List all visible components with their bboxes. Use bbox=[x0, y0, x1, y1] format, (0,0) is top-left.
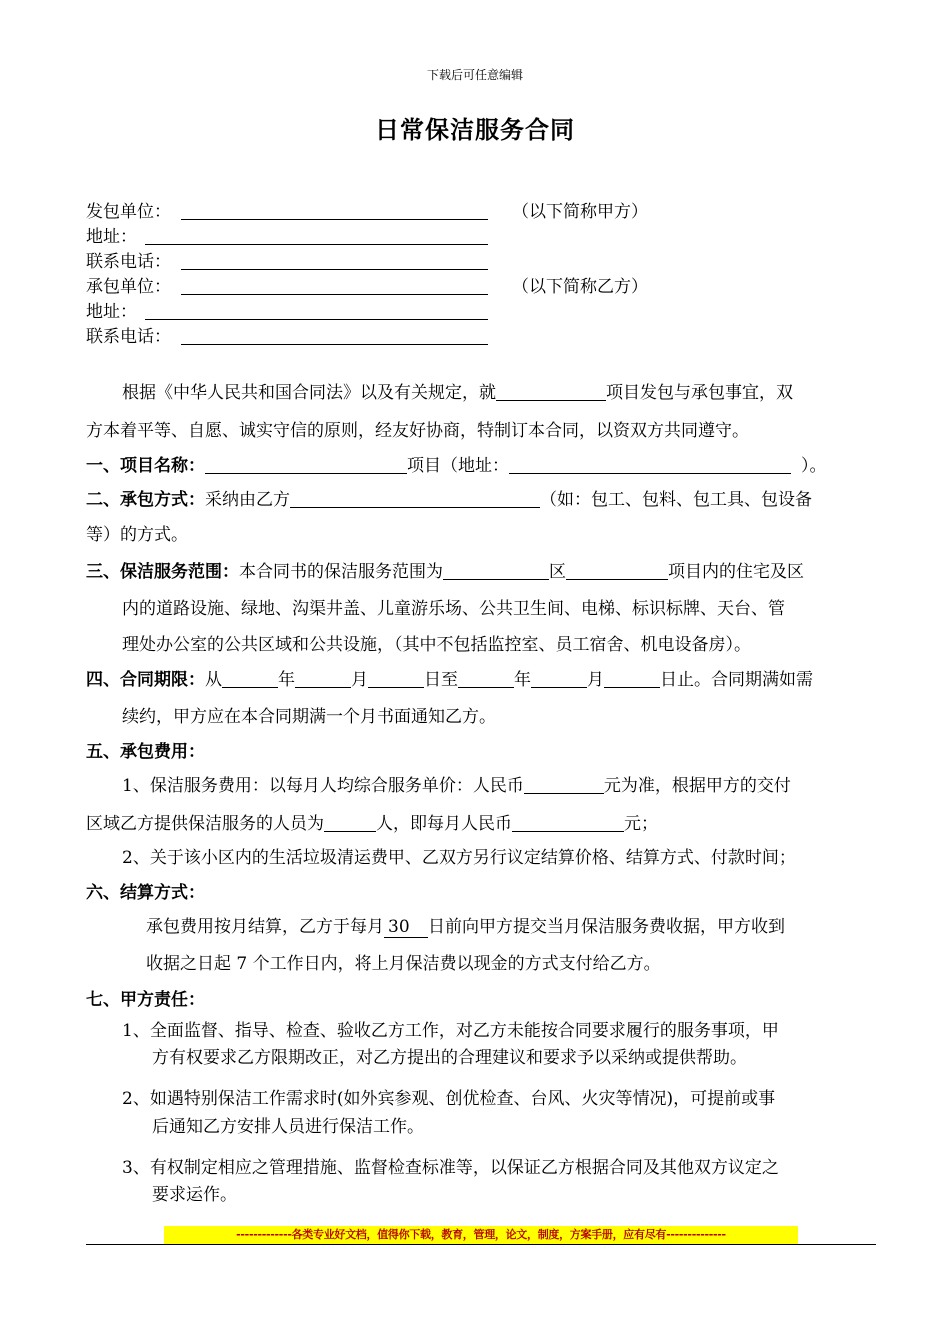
section-5-item-1-text-d: 人，即每月人民币 bbox=[376, 814, 512, 834]
start-month-blank[interactable] bbox=[295, 669, 351, 688]
section-6-line-2: 收据之日起 7 个工作日内，将上月保洁费以现金的方式支付给乙方。 bbox=[146, 954, 661, 974]
section-7-item-2-line-2: 后通知乙方安排人员进行保洁工作。 bbox=[152, 1117, 424, 1137]
section-3-text-2: 区 bbox=[549, 562, 566, 582]
project-name-blank[interactable] bbox=[205, 455, 407, 474]
district-blank[interactable] bbox=[443, 561, 549, 580]
section-4-day-to: 日至 bbox=[424, 670, 458, 690]
section-3 bbox=[86, 560, 804, 584]
section-3-line-2: 内的道路设施、绿地、沟渠井盖、儿童游乐场、公共卫生间、电梯、标识标牌、天台、管 bbox=[122, 599, 785, 619]
employer-phone-label: 联系电话： bbox=[86, 252, 171, 272]
section-4-year: 年 bbox=[278, 670, 295, 690]
section-4-heading: 四、合同期限： bbox=[86, 670, 205, 690]
section-7-item-1-line-1: 1、全面监督、指导、检查、验收乙方工作，对乙方未能按合同要求履行的服务事项，甲 bbox=[122, 1021, 779, 1041]
contract-method-blank[interactable] bbox=[290, 489, 540, 508]
employer-address-label: 地址： bbox=[86, 227, 137, 247]
footer-rule bbox=[86, 1244, 876, 1245]
section-5-item-2: 2、关于该小区内的生活垃圾清运费甲、乙双方另行议定结算价格、结算方式、付款时间； bbox=[122, 848, 796, 868]
section-5-item-1-text-b: 元为准，根据甲方的交付 bbox=[603, 776, 791, 796]
section-2 bbox=[86, 488, 812, 512]
staff-count-blank[interactable] bbox=[324, 813, 376, 832]
section-5-item-1-text-a: 1、保洁服务费用：以每月人均综合服务单价：人民币 bbox=[122, 776, 524, 796]
intro-text-a: 根据《中华人民共和国合同法》以及有关规定，就 bbox=[122, 383, 496, 403]
unit-price-blank[interactable] bbox=[524, 775, 604, 794]
section-3-text-3: 项目内的住宅及区 bbox=[668, 562, 804, 582]
project-address-blank[interactable] bbox=[509, 455, 791, 474]
section-4-month: 月 bbox=[351, 670, 368, 690]
section-2-heading: 二、承包方式： bbox=[86, 490, 205, 510]
section-1-heading: 一、项目名称： bbox=[86, 456, 205, 476]
intro-text-b: 项目发包与承包事宜，双 bbox=[606, 383, 793, 403]
section-6-text-a: 承包费用按月结算，乙方于每月 bbox=[146, 917, 384, 937]
employer-label: 发包单位： bbox=[86, 202, 171, 222]
section-6-heading: 六、结算方式： bbox=[86, 883, 205, 903]
contractor-address-label: 地址： bbox=[86, 302, 137, 322]
intro-line-1 bbox=[122, 381, 793, 405]
section-4-end: 日止。合同期满如需 bbox=[660, 670, 813, 690]
section-1 bbox=[86, 454, 827, 478]
section-7-item-1-line-2: 方有权要求乙方限期改正，对乙方提出的合理建议和要求予以采纳或提供帮助。 bbox=[152, 1048, 747, 1068]
contractor-note: （以下简称乙方） bbox=[512, 277, 648, 297]
section-5-item-1-text-e: 元； bbox=[624, 814, 658, 834]
section-1-mid: 项目（地址： bbox=[407, 456, 509, 476]
section-2-text-1: 采纳由乙方 bbox=[205, 490, 290, 510]
settlement-day: 30 bbox=[384, 917, 428, 938]
section-4 bbox=[86, 668, 813, 692]
section-5-item-1-line-2 bbox=[86, 812, 658, 836]
employer-phone-field[interactable] bbox=[181, 269, 488, 270]
section-7-item-3-line-1: 3、有权制定相应之管理措施、监督检查标准等，以保证乙方根据合同及其他双方议定之 bbox=[122, 1158, 779, 1178]
section-2-text-2: （如：包工、包料、包工具、包设备 bbox=[540, 490, 812, 510]
page-header: 下载后可任意编辑 bbox=[426, 68, 523, 82]
employer-address-field[interactable] bbox=[145, 244, 488, 245]
section-3-line-3: 理处办公室的公共区域和公共设施，（其中不包括监控室、员工宿舍、机电设备房）。 bbox=[122, 635, 751, 655]
section-2-line-2: 等）的方式。 bbox=[86, 525, 188, 545]
section-5-item-1-text-c: 区域乙方提供保洁服务的人员为 bbox=[86, 814, 324, 834]
section-4-from: 从 bbox=[205, 670, 222, 690]
section-5-heading: 五、承包费用： bbox=[86, 742, 205, 762]
section-4-year-2: 年 bbox=[514, 670, 531, 690]
contractor-field[interactable] bbox=[181, 294, 488, 295]
end-day-blank[interactable] bbox=[604, 669, 660, 688]
section-5-item-1 bbox=[122, 774, 791, 798]
employer-note: （以下简称甲方） bbox=[512, 202, 648, 222]
section-6-line-1 bbox=[146, 915, 785, 939]
intro-line-2: 方本着平等、自愿、诚实守信的原则，经友好协商，特制订本合同，以资双方共同遵守。 bbox=[86, 421, 749, 441]
section-6-text-b: 日前向甲方提交当月保洁服务费收据，甲方收到 bbox=[428, 917, 785, 937]
start-day-blank[interactable] bbox=[368, 669, 424, 688]
section-3-heading: 三、保洁服务范围： bbox=[86, 562, 239, 582]
section-3-text-1: 本合同书的保洁服务范围为 bbox=[239, 562, 443, 582]
document-title: 日常保洁服务合同 bbox=[375, 116, 575, 144]
section-7-heading: 七、甲方责任： bbox=[86, 990, 205, 1010]
project-blank[interactable] bbox=[496, 382, 606, 401]
contractor-phone-label: 联系电话： bbox=[86, 327, 171, 347]
area-project-blank[interactable] bbox=[566, 561, 668, 580]
footer-banner: -------------各类专业好文档，值得你下载，教育，管理，论文，制度，方案手册，应有尽有-------------- bbox=[164, 1226, 798, 1244]
section-7-item-2-line-1: 2、如遇特别保洁工作需求时(如外宾参观、创优检查、台风、火灾等情况)，可提前或事 bbox=[122, 1089, 776, 1109]
contractor-address-field[interactable] bbox=[145, 319, 488, 320]
end-month-blank[interactable] bbox=[531, 669, 587, 688]
monthly-total-blank[interactable] bbox=[512, 813, 624, 832]
employer-field[interactable] bbox=[181, 219, 488, 220]
contractor-phone-field[interactable] bbox=[181, 344, 488, 345]
section-7-item-3-line-2: 要求运作。 bbox=[152, 1185, 237, 1205]
section-4-line-2: 续约，甲方应在本合同期满一个月书面通知乙方。 bbox=[122, 707, 496, 727]
end-year-blank[interactable] bbox=[458, 669, 514, 688]
contractor-label: 承包单位： bbox=[86, 277, 171, 297]
section-1-end: ）。 bbox=[801, 456, 827, 476]
section-4-month-2: 月 bbox=[587, 670, 604, 690]
start-year-blank[interactable] bbox=[222, 669, 278, 688]
